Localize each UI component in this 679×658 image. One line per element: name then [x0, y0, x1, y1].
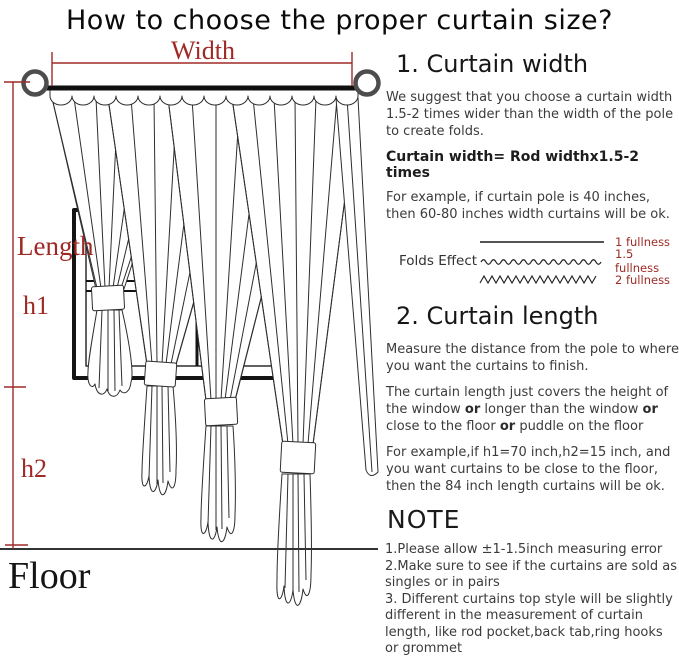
- note-item: 3. Different curtains top style will be slightly different in the measurement of curtain length, like rod pocket,back tab,ring hooks or grommet: [385, 591, 673, 656]
- tie-band: [204, 397, 237, 426]
- h1-label: h1: [23, 291, 49, 320]
- fullness-label: 2 fullness: [615, 272, 671, 287]
- h2-label: h2: [21, 454, 47, 483]
- curtain-bundle: [88, 310, 132, 396]
- curtain-bundle: [142, 386, 176, 495]
- folds-effect-label: Folds Effect: [399, 252, 478, 269]
- floor-label: Floor: [8, 555, 91, 597]
- note-list: [385, 542, 679, 658]
- straight-line-icon: [478, 235, 606, 249]
- width-label: Width: [171, 36, 235, 65]
- length-paragraph-1: Measure the distance from the pole to where you want the curtains to finish.: [386, 342, 679, 374]
- length-paragraph-3: For example,if h1=70 inch,h2=15 inch, and you want curtains to be close to the floor, then the 84 inch length curtains will be ok.: [386, 445, 671, 494]
- rod-ring-right-icon: [356, 72, 379, 95]
- note-heading: NOTE: [387, 505, 461, 534]
- fullness-label: 1.5 fullness: [615, 246, 660, 275]
- fold-row-1-5-fullness: [478, 246, 679, 275]
- curtain-bundle: [201, 426, 236, 542]
- fold-row-2-fullness: [478, 270, 679, 289]
- tie-band: [144, 361, 177, 387]
- section-width-heading: 1. Curtain width: [396, 50, 589, 78]
- width-formula: Curtain width= Rod widthx1.5-2 times: [386, 149, 640, 181]
- length-paragraph-2: The curtain length just covers the height of the window or longer than the window or close to the floor or puddle on the floor: [386, 385, 669, 434]
- section-length-heading: 2. Curtain length: [396, 302, 599, 330]
- instructions-column: [385, 50, 679, 658]
- wave-line-icon: [478, 254, 606, 268]
- curtain-bundle: [277, 474, 312, 605]
- rod-ring-left-icon: [24, 72, 47, 95]
- tie-band: [280, 441, 316, 474]
- fullness-label: 1 fullness: [615, 234, 671, 249]
- zigzag-line-icon: [478, 272, 606, 288]
- width-paragraph-2: For example, if curtain pole is 40 inches, then 60-80 inches width curtains will be ok.: [386, 190, 670, 222]
- folds-effect-block: [399, 232, 679, 289]
- length-label: Length: [17, 231, 94, 261]
- page-title: How to choose the proper curtain size?: [66, 5, 613, 36]
- note-item: 1.Please allow ±1-1.5inch measuring error: [385, 542, 663, 557]
- note-item: 2.Make sure to see if the curtains are sold as singles or in pairs: [385, 558, 678, 590]
- tie-band: [91, 285, 124, 311]
- width-paragraph-1: We suggest that you choose a curtain width 1.5-2 times wider than the width of the pole to create folds.: [386, 90, 674, 139]
